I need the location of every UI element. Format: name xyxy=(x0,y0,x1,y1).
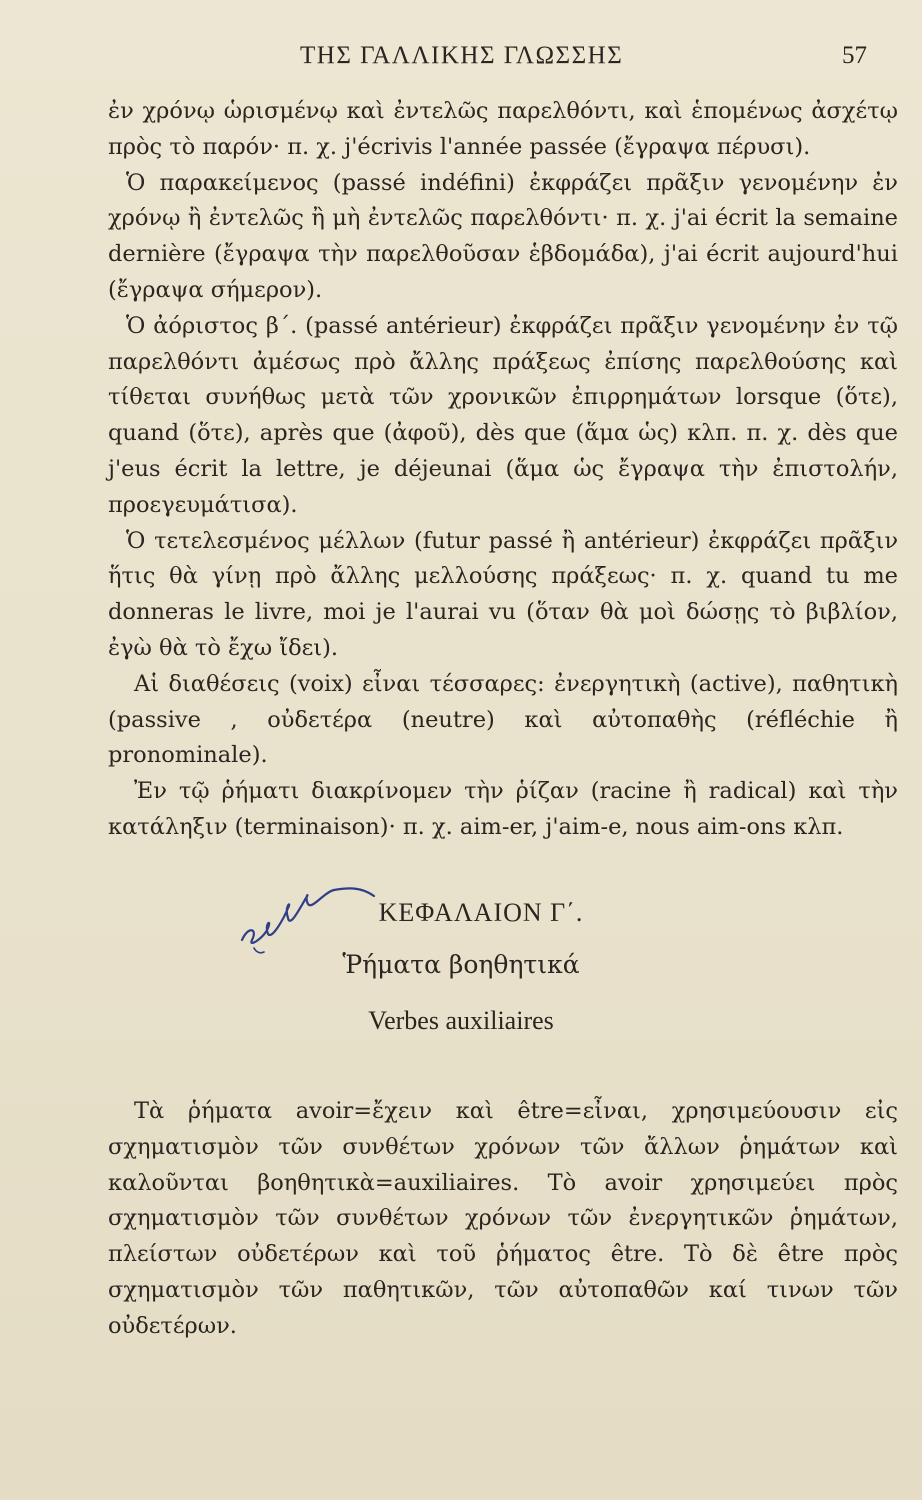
chapter-greek-subtitle: Ῥήματα βοηθητικά xyxy=(342,950,580,979)
page-header xyxy=(0,38,922,78)
chapter-title: ΚΕΦΑΛΑΙΟΝ Γ΄. xyxy=(378,898,584,927)
paragraph-auxiliaires: Τὰ ῥήματα avoir=ἔχειν καὶ être=εἶναι, χρησιμεύουσιν εἰς σχηματισμὸν τῶν συνθέτων χρόνων τῶν ἄλλων ῥημάτων καὶ καλοῦνται βοηθητικὰ=auxiliaires. Τὸ avoir χρησιμεύει πρὸς σχηματισμὸν τῶν συνθέτων χρόνων τῶν ἐνεργητικῶν ῥημάτων, πλείστων οὐδετέρων καὶ τοῦ ῥήματος être. Τὸ δὲ être πρὸς σχηματισμὸν τῶν παθητικῶν, τῶν αὐτοπαθῶν καί τινων τῶν οὐδετέρων. xyxy=(108,1098,898,1339)
main-text xyxy=(108,94,898,846)
paragraph-passe-anterieur: Ὁ ἀόριστος β΄. (passé antérieur) ἐκφράζει πρᾶξιν γενομένην ἐν τῷ παρελθόντι ἀμέσως πρὸ ἄλλης πράξεως ἐπίσης παρελθούσης καὶ τίθεται συνήθως μετὰ τῶν χρονικῶν ἐπιρρημάτων lorsque (ὅτε), quand (ὅτε), après que (ἀφοῦ), dès que (ἅμα ὡς) κλπ. π. χ. dès que j'eus écrit la lettre, je déjeunai (ἅμα ὡς ἔγραψα τὴν ἐπιστολήν, προεγευμάτισα). xyxy=(108,312,898,518)
chapter-french-subtitle: Verbes auxiliaires xyxy=(368,1006,554,1035)
paragraph-passe-indefini: Ὁ παρακείμενος (passé indéfini) ἐκφράζει πρᾶξιν γενομένην ἐν χρόνῳ ἢ ἐντελῶς ἢ μὴ ἐντελῶς παρελθόντι· π. χ. j'ai écrit la semaine dernière (ἔγραψα τὴν παρελθοῦσαν ἑβδομάδα), j'ai écrit aujourd'hui (ἔγραψα σήμερον). xyxy=(108,169,898,303)
closing-text xyxy=(108,1094,898,1345)
paragraph-radical: Ἐν τῷ ῥήματι διακρίνομεν τὴν ῥίζαν (racine ἢ radical) καὶ τὴν κατάληξιν (terminaison)· π. χ. aim-er, j'aim-e, nous aim-ons κλπ. xyxy=(108,778,898,840)
paragraph-voix: Αἱ διαθέσεις (voix) εἶναι τέσσαρες: ἐνεργητικὴ (active), παθητικὴ (passive , οὐδετέρα (neutre) καὶ αὐτοπαθὴς (réfléchie ἢ pronominale). xyxy=(108,670,898,769)
running-head: ΤΗΣ ΓΑΛΛΙΚΗΣ ΓΛΩΣΣΗΣ xyxy=(300,42,624,69)
page-number: 57 xyxy=(842,42,867,69)
paragraph-futur-passe: Ὁ τετελεσμένος μέλλων (futur passé ἢ antérieur) ἐκφράζει πρᾶξιν ἥτις θὰ γίνῃ πρὸ ἄλλης μελλούσης πράξεως· π. χ. quand tu me donneras le livre, moi je l'aurai vu (ὅταν θὰ μοὶ δώσῃς τὸ βιβλίον, ἐγὼ θὰ τὸ ἔχω ἴδει). xyxy=(108,527,898,661)
paragraph-aorist-continuation: ἐν χρόνῳ ὡρισμένῳ καὶ ἐντελῶς παρελθόντι, καὶ ἑπομένως ἀσχέτῳ πρὸς τὸ παρόν· π. χ. j'écrivis l'année passée (ἔγραψα πέρυσι). xyxy=(108,98,898,160)
